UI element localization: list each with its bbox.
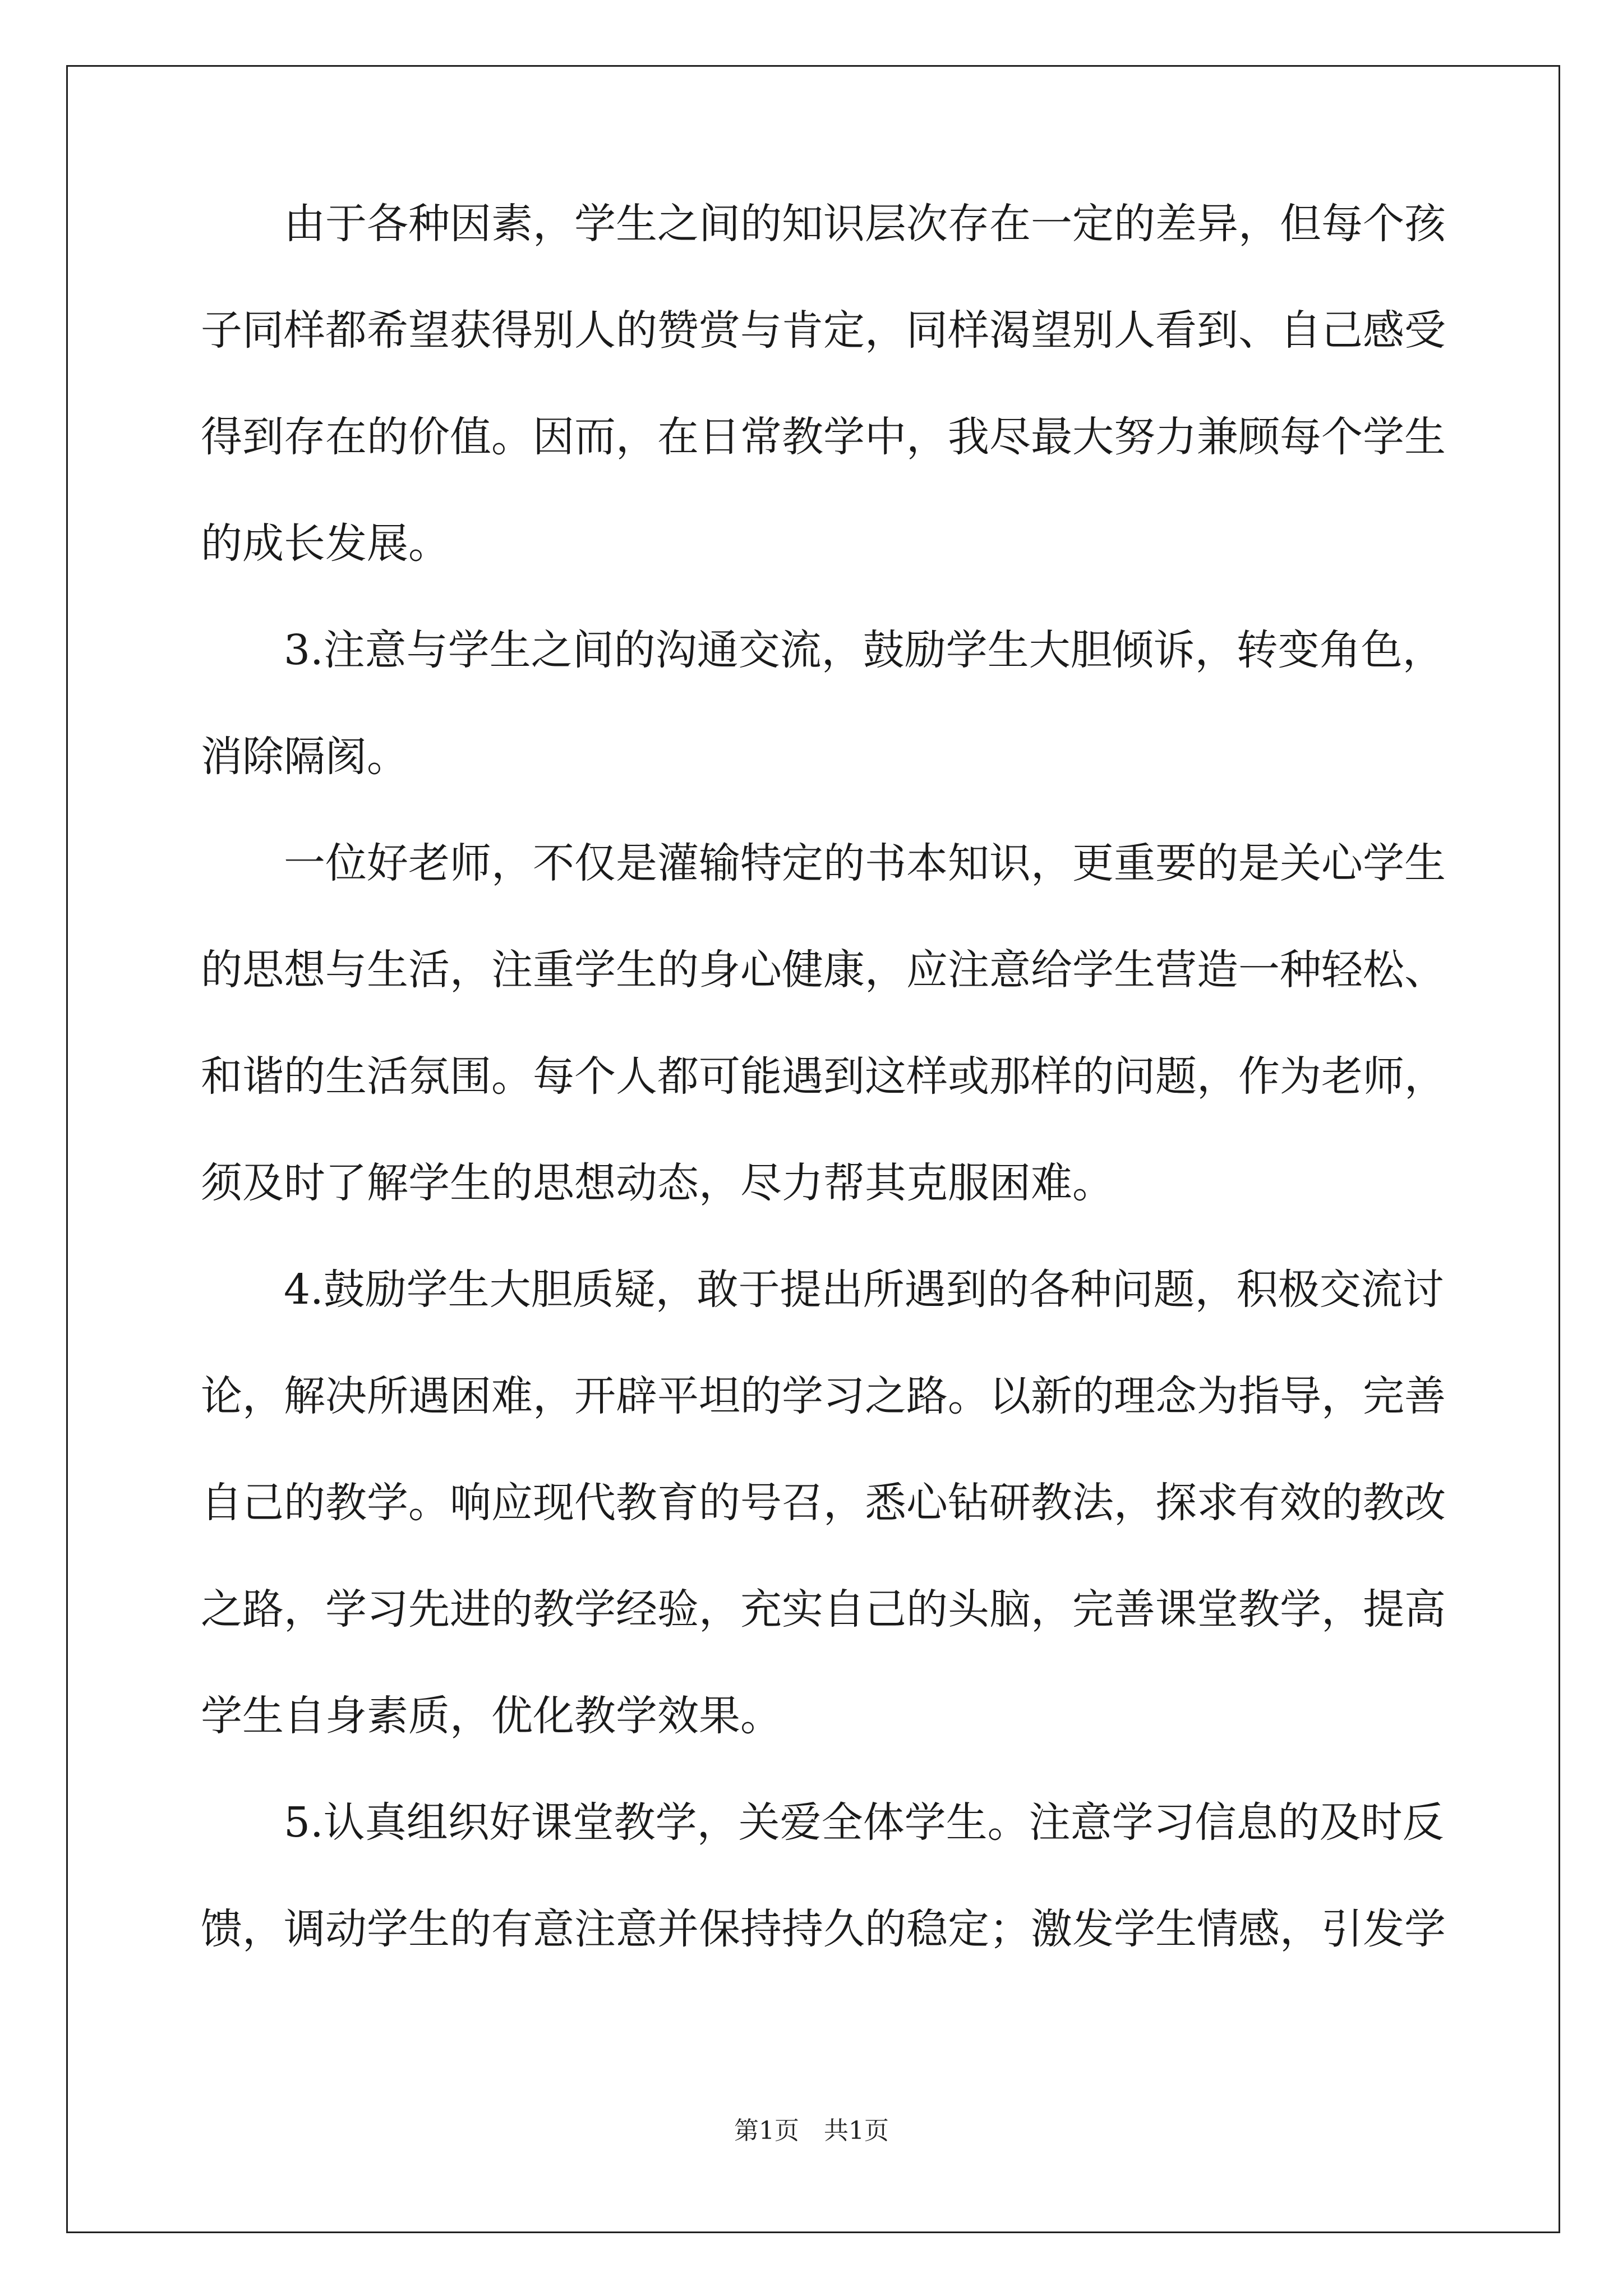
- paragraph-line: 馈，调动学生的有意注意并保持持久的稳定；激发学生情感，引发学: [201, 1905, 1446, 1953]
- page-number-footer: 第1页 共1页: [734, 2116, 889, 2145]
- paragraph-line: 须及时了解学生的思想动态，尽力帮其克服困难。: [201, 1159, 1114, 1207]
- paragraph-line: 之路，学习先进的教学经验，充实自己的头脑，完善课堂教学，提高: [201, 1585, 1446, 1634]
- paragraph-line: 一位好老师，不仅是灌输特定的书本知识，更重要的是关心学生: [284, 839, 1446, 887]
- document-body: [201, 200, 1446, 2015]
- paragraph-line: 消除隔阂。: [201, 733, 408, 781]
- paragraph-line: 自己的教学。响应现代教育的号召，悉心钻研教法，探求有效的教改: [201, 1479, 1446, 1527]
- paragraph-line: 论，解决所遇困难，开辟平坦的学习之路。以新的理念为指导，完善: [201, 1372, 1446, 1420]
- paragraph-line: 的思想与生活，注重学生的身心健康，应注意给学生营造一种轻松、: [201, 946, 1446, 994]
- paragraph-line: 的成长发展。: [201, 519, 450, 568]
- paragraph-line: 学生自身素质，优化教学效果。: [201, 1692, 782, 1740]
- paragraph-line: 由于各种因素，学生之间的知识层次存在一定的差异，但每个孩: [284, 200, 1446, 248]
- paragraph-line: 子同样都希望获得别人的赞赏与肯定，同样渴望别人看到、自己感受: [201, 306, 1446, 355]
- paragraph-line: 和谐的生活氛围。每个人都可能遇到这样或那样的问题，作为老师，: [201, 1052, 1446, 1101]
- paragraph-line: 3.注意与学生之间的沟通交流，鼓励学生大胆倾诉，转变角色，: [284, 626, 1444, 674]
- paragraph-line: 得到存在的价值。因而，在日常教学中，我尽最大努力兼顾每个学生: [201, 413, 1446, 461]
- paragraph-line: 5.认真组织好课堂教学，关爱全体学生。注意学习信息的及时反: [284, 1798, 1444, 1847]
- paragraph-line: 4.鼓励学生大胆质疑，敢于提出所遇到的各种问题，积极交流讨: [284, 1266, 1444, 1314]
